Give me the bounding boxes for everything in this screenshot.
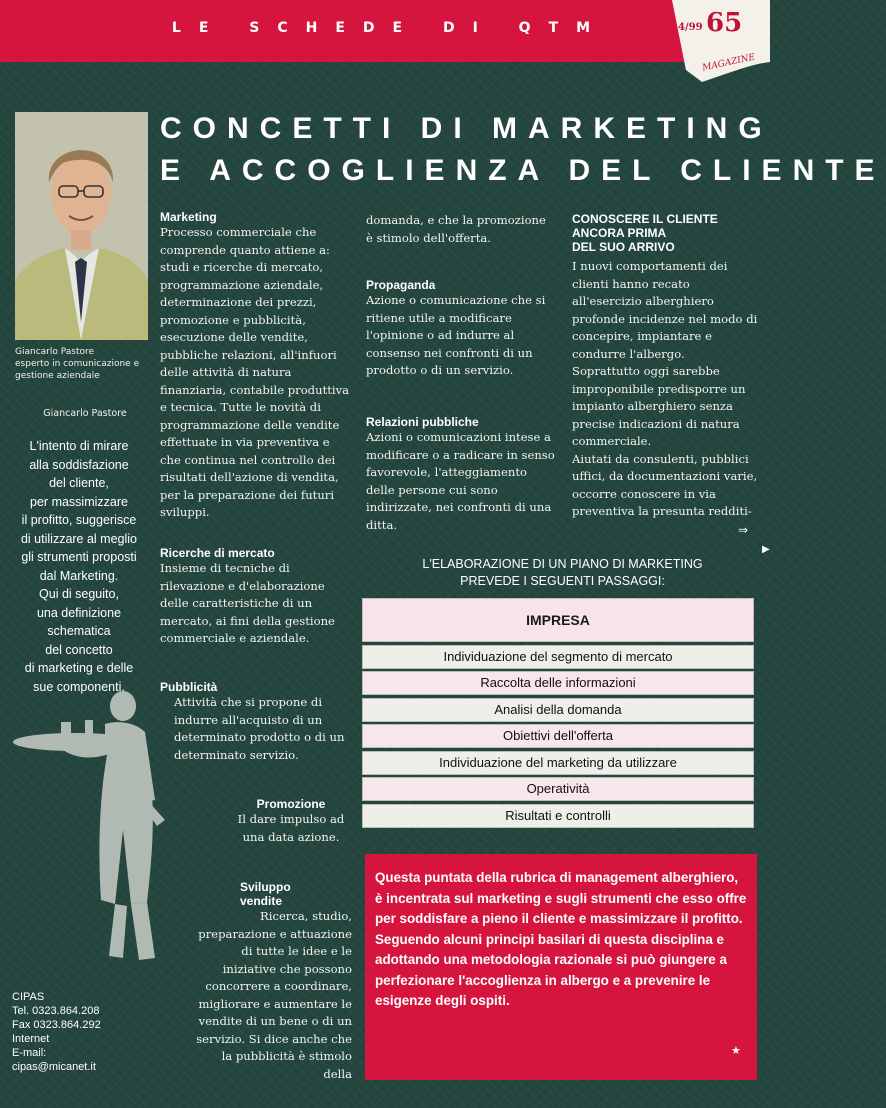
intro-line: schematica — [47, 624, 111, 638]
flow-heading — [390, 556, 735, 590]
section-ricerche — [160, 546, 352, 648]
flow-step: Individuazione del marketing da utilizzare — [362, 751, 754, 775]
section-body: Azioni o comunicazioni intese a modificare o a radicare in senso favorevole, l'atteggiamento delle persone cui sono indirizzate, nei confronti di una ditta. — [366, 430, 555, 532]
photo-caption-role: esperto in comunicazione e gestione aziendale — [15, 359, 140, 381]
intro-line: il profitto, suggerisce — [21, 513, 137, 527]
contact-info — [12, 990, 132, 1074]
section-heading: DEL SUO ARRIVO — [572, 240, 675, 254]
intro-line: L'intento di mirare — [29, 439, 129, 453]
section-conoscere — [572, 212, 760, 521]
page-edge-marker-icon: ▶ — [762, 544, 770, 555]
intro-line: del cliente, — [49, 476, 109, 490]
section-promozione — [230, 797, 352, 846]
intro-line: per massimizzare — [30, 494, 128, 509]
section-marketing — [160, 210, 352, 522]
article-title — [160, 108, 886, 192]
intro-line: del concetto — [45, 642, 113, 657]
section-heading: Promozione — [256, 797, 326, 811]
section-body: Il dare impulso ad una data azione. — [237, 812, 345, 844]
section-body: Insieme di tecniche di rilevazione e d'elaborazione delle caratteristiche di un mercato, ai fini della gestione commerciale e aziendale. — [160, 561, 335, 645]
section-body: Azione o comunicazione che si ritiene utile a modificare l'opinione o ad indurre al consenso nei confronti di un prodotto o di un servizio. — [366, 293, 546, 377]
section-heading: Sviluppo — [240, 880, 291, 894]
article-title-line-1: CONCETTI DI MARKETING — [160, 112, 773, 145]
section-heading: ANCORA PRIMA — [572, 226, 667, 240]
intro-text — [8, 437, 150, 696]
section-continued: domanda, e che la promozione è stimolo dell'offerta. — [366, 213, 546, 245]
flow-heading-line-2: PREVEDE I SEGUENTI PASSAGGI: — [460, 574, 665, 588]
article-title-line-2: E ACCOGLIENZA DEL CLIENTE — [160, 154, 886, 187]
flow-step: Analisi della domanda — [362, 698, 754, 722]
contact-org: CIPAS — [12, 991, 45, 1003]
contact-email[interactable]: cipas@micanet.it — [12, 1061, 96, 1073]
section-body: Attività che si propone di indurre all'acquisto di un determinato prodotto o di un determinato servizio. — [174, 695, 345, 762]
intro-line: di marketing e delle — [24, 661, 134, 675]
intro-line: una definizione — [36, 605, 122, 620]
contact-internet: Internet — [12, 1033, 50, 1045]
section-heading: CONOSCERE IL CLIENTE — [572, 212, 718, 226]
contact-tel: Tel. 0323.864.208 — [12, 1005, 100, 1017]
section-body: Processo commerciale che comprende quanto attiene a: studi e ricerche di mercato, programmazione aziendale, determinazione dei prezzi, promozione e pubblicità, esecuzione delle vendite, pubbliche relazioni, all'infuori delle attività di natura finanziaria, contabile produttiva e tecnica. Tutte le novità di programmazione delle vendite effettuate in via preventiva e che continua nel controllo dei risultati dell'azione di vendita, per la preparazione dei futuri sviluppi. — [160, 225, 350, 519]
series-title: LE SCHEDE DI QTM — [171, 20, 609, 36]
flow-step: Operatività — [362, 777, 754, 801]
photo-caption-name: Giancarlo Pastore — [15, 347, 95, 357]
author-portrait — [15, 112, 148, 340]
contact-fax: Fax 0323.864.292 — [12, 1019, 101, 1031]
intro-line: alla soddisfazione — [29, 457, 129, 472]
flow-heading-line-1: L'ELABORAZIONE DI UN PIANO DI MARKETING — [422, 557, 703, 571]
page-number: 65 — [706, 8, 743, 38]
photo-caption — [15, 346, 155, 382]
intro-line: Qui di seguito, — [39, 587, 119, 601]
section-body: Ricerca, studio, preparazione e attuazione di tutte le idee e le iniziative che possono concorrere a coordinare, migliorare e aumentare le vendite di un bene o di un servizio. Si dice anche che la pubblicità è stimolo della — [196, 909, 352, 1081]
section-sviluppo — [192, 880, 352, 1083]
section-pubblicita — [160, 680, 352, 764]
magazine-label: MAGAZINE — [701, 52, 757, 74]
intro-line: sue componenti. — [33, 679, 125, 694]
summary-box — [365, 854, 757, 1080]
summary-text — [375, 868, 749, 1012]
section-relazioni — [366, 415, 556, 534]
issue-number: 4/99 — [678, 22, 703, 33]
section-heading: Pubblicità — [160, 680, 218, 694]
summary-paragraph-2: Seguendo alcuni principi basilari di questa disciplina e adottando una metodologia razionale si può giungere a perfezionare l'accoglienza in albergo e a prevenire le esigenze degli ospiti. — [375, 931, 727, 1008]
flow-top-box: IMPRESA — [362, 598, 754, 642]
section-body: Soprattutto oggi sarebbe improponibile predisporre un impianto alberghiero senza precise indicazioni di natura commerciale. — [572, 364, 746, 448]
section-propaganda — [366, 278, 556, 380]
flow-diagram — [362, 598, 754, 828]
author-byline: Giancarlo Pastore — [43, 408, 127, 419]
portrait-illustration — [15, 112, 148, 340]
flow-step: Obiettivi dell'offerta — [362, 724, 754, 748]
end-star-icon: ★ — [731, 1044, 741, 1057]
section-heading: Propaganda — [366, 278, 436, 292]
flow-step: Individuazione del segmento di mercato — [362, 645, 754, 669]
section-body: Aiutati da consulenti, pubblici uffici, da documentazioni varie, occorre conoscere in via preventiva la presunta redditi- — [572, 451, 758, 518]
intro-line: dal Marketing. — [39, 568, 119, 583]
flow-step: Raccolta delle informazioni — [362, 671, 754, 695]
flow-step: Risultati e controlli — [362, 804, 754, 828]
section-heading: Marketing — [160, 210, 217, 224]
intro-line: di utilizzare al meglio — [20, 531, 138, 546]
page-badge — [672, 0, 770, 84]
section-heading: Ricerche di mercato — [160, 546, 275, 560]
section-body: I nuovi comportamenti dei clienti hanno recato all'esercizio alberghiero profonde incidenze nel modo di concepire, impiantare e condurre l'albergo. — [572, 259, 758, 361]
contact-email-label: E-mail: — [12, 1047, 47, 1059]
summary-paragraph-1: Questa puntata della rubrica di management alberghiero, è incentrata sul marketing e sugli strumenti che esso offre per soddisfare a pieno il cliente e massimizzare il profitto. — [375, 870, 747, 926]
section-heading: Relazioni pubbliche — [366, 415, 479, 429]
section-heading: vendite — [240, 894, 283, 908]
intro-line: gli strumenti proposti — [21, 550, 137, 564]
continue-arrow-icon: ⇒ — [738, 523, 749, 537]
